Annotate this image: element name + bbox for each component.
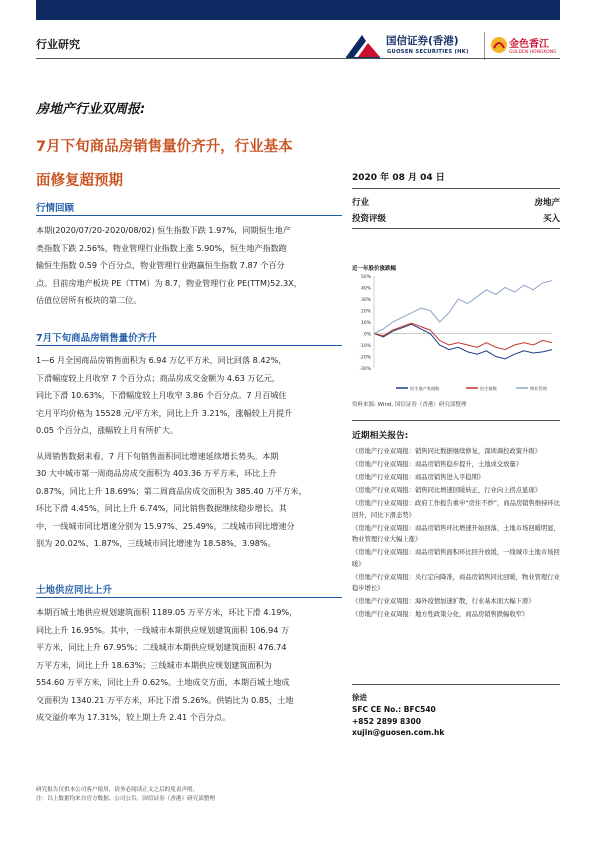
- text-line: 交面积为 1340.21 万平方米，环比下滑 5.26%。供销比为 0.85，土地: [36, 694, 294, 705]
- paragraph-sales: [36, 352, 342, 553]
- sidebar-rule: [352, 420, 560, 421]
- y-tick-label: 0%: [363, 332, 371, 338]
- sidebar-rule: [352, 188, 560, 189]
- text-line: 平方米，同比上升 67.95%；二线城市本期供应规划建筑面积 476.74: [36, 642, 287, 652]
- golden-logo-text: 金色香江: [509, 39, 549, 50]
- text-line: 554.60 万平方米，同比上升 0.62%。土地成交方面，本期百城土地成: [36, 677, 290, 687]
- text-line: 输恒生指数 0.59 个百分点，物业管理行业跑赢恒生指数 7.87 个百分: [36, 260, 285, 270]
- sidebar-rule: [352, 684, 560, 685]
- text-line: 从周销售数据来看，7 月下旬销售面积同比增速延续增长势头。本期: [36, 450, 279, 461]
- guosen-logo-icon: [344, 31, 382, 61]
- text-line: 宅月平均价格为 15528 元/平方米，同比上升 3.21%，涨幅较上月提升: [36, 407, 293, 418]
- disclaimer-line: 研究报告仅供本公司客户使用，请务必阅读正文之后的免责声明。: [36, 787, 199, 793]
- report-category: 行业研究: [36, 38, 80, 51]
- y-tick-label: -20%: [359, 355, 371, 361]
- rating-value: 买入: [542, 214, 560, 224]
- analyst-contact: [352, 692, 444, 739]
- source-line: 注：以上数据均来自官方数据、公司公告，国信证券（香港）研究部整理: [36, 796, 216, 802]
- logo-text: 国信证券(香港): [386, 35, 459, 47]
- text-line: 1—6 月全国商品房销售面积为 6.94 万亿平方米，同比回落 8.42%，: [36, 355, 287, 365]
- stock-chart: [352, 272, 560, 396]
- section-rule: [36, 215, 342, 216]
- report-date: 2020 年 08 月 04 日: [352, 173, 445, 183]
- analyst-phone[interactable]: +852 2899 8300: [352, 716, 421, 726]
- related-report-link[interactable]: 《房地产行业双周报：地方性政策分化，商品房销售跌幅收窄》: [352, 611, 529, 618]
- analyst-name: 徐进: [352, 693, 367, 702]
- section-rule: [36, 597, 342, 598]
- industry-row: [352, 196, 560, 208]
- related-report-link[interactable]: 《房地产行业双周报：海外疫情加速扩散，行业基本面大幅下滑》: [352, 598, 535, 605]
- text-line: 中，一线城市同比增速分别为 15.97%、25.49%，二线城市同比增速分: [36, 520, 295, 531]
- industry-label: 行业: [352, 198, 370, 208]
- text-line: 万平方米，同比上升 18.63%；三线城市本期供应规划建筑面积为: [36, 659, 272, 670]
- series-line-1: [374, 323, 552, 350]
- text-line: 30 大中城市第一周商品房成交面积为 403.36 万平方米，环比上升: [36, 468, 277, 478]
- analyst-email[interactable]: xujin@guosen.com.hk: [352, 728, 445, 738]
- text-line: 类指数下跌 2.56%，物业管理行业指数上涨 5.90%，恒生地产指数跑: [36, 242, 287, 253]
- y-tick-label: -10%: [359, 344, 371, 349]
- legend-label: 恒生地产类指数: [410, 386, 440, 391]
- y-tick-label: 10%: [360, 321, 371, 326]
- related-reports-list: [352, 446, 562, 622]
- y-tick-label: 50%: [360, 275, 371, 280]
- paragraph-market: [36, 222, 342, 310]
- text-line: 成交溢价率为 17.31%，较上期上升 2.41 个百分点。: [36, 712, 231, 722]
- golden-logo-icon: [490, 34, 508, 56]
- chart-title: 近一年股价涨跌幅: [352, 266, 397, 272]
- y-tick-label: 20%: [360, 309, 371, 315]
- text-line: 环比下滑 4.45%，同比上升 6.74%，同比销售数据继续稳步增长。其: [36, 503, 287, 513]
- text-line: 别为 20.02%、1.87%，三线城市同比增速为 18.58%、3.98%。: [36, 538, 276, 548]
- section-heading-sales: 7月下旬商品房销售量价齐升: [36, 333, 157, 344]
- y-tick-label: 30%: [360, 298, 371, 303]
- series-line-0: [374, 324, 552, 359]
- text-line: 估值位居所有板块的第二位。: [36, 295, 142, 305]
- y-tick-label: -30%: [359, 367, 371, 372]
- industry-value: 房地产: [534, 198, 560, 208]
- text-line: 同比上升 16.95%。其中，一线城市本期供应规划建筑面积 106.94 万: [36, 624, 290, 635]
- top-banner: [36, 0, 560, 20]
- section-rule: [36, 345, 342, 346]
- text-line: 点。目前房地产板块 PE（TTM）为 8.7，物业管理行业 PE(TTM)52.3X，: [36, 277, 302, 288]
- footer-note: [36, 786, 215, 804]
- related-report-link[interactable]: 《房地产行业双周报：商品房销售面积环比回升放缓，一线城市土地市场回暖》: [352, 549, 560, 568]
- text-line: 下滑幅度较上月收窄 7 个百分点；商品房成交金额为 4.63 万亿元，: [36, 372, 280, 383]
- related-report-link[interactable]: 《房地产行业双周报：销售同比数据继续修复，深圳调控政策升级》: [352, 448, 541, 455]
- rating-label: 投资评级: [352, 214, 387, 224]
- sidebar-rule: [352, 228, 560, 229]
- headline-line-2: 面修复超预期: [36, 173, 123, 189]
- legend-label: 恒生指数: [480, 386, 497, 391]
- related-report-link[interactable]: 《房地产行业双周报：央行定向降准，商品房销售同比回暖，物业管理行业稳步增长》: [352, 573, 560, 592]
- legend-label: 物业管理: [530, 386, 547, 391]
- y-tick-label: 40%: [360, 286, 371, 292]
- related-report-link[interactable]: 《房地产行业双周报：政府工作报告重申“房住不炒”，商品房销售维持环比回升，同比下滑态势》: [352, 500, 561, 519]
- text-line: 0.05 个百分点，涨幅较上月有所扩大。: [36, 425, 179, 435]
- related-report-link[interactable]: 《房地产行业双周报：商品房销售环比增速开始回落，土地市场回暖明显，物业管理行业大幅上涨》: [352, 524, 560, 543]
- related-report-link[interactable]: 《房地产行业双周报：商品房销售进入平稳期》: [352, 474, 485, 481]
- text-line: 本期百城土地供应规划建筑面积 1189.05 万平方米，环比下滑 4.19%，: [36, 607, 298, 617]
- analyst-ce: SFC CE No.: BFC540: [352, 704, 436, 714]
- logo-text-en: GUOSEN SECURITIES (HK): [387, 49, 469, 55]
- headline-line-1: 7月下旬商品房销售量价齐升，行业基本: [36, 139, 293, 155]
- series-line-2: [374, 281, 552, 334]
- section-heading-land: 土地供应同比上升: [36, 585, 113, 596]
- text-line: 同比下滑 10.63%，下滑幅度较上月收窄 3.86 个百分点。7 月百城住: [36, 390, 287, 400]
- related-reports-heading: 近期相关报告:: [352, 431, 409, 441]
- report-title: 房地产行业双周报:: [36, 102, 146, 117]
- chart-source: 资料来源: Wind, 国信证券（香港）研究部整理: [352, 402, 467, 408]
- paragraph-land: [36, 604, 342, 727]
- related-report-link[interactable]: 《房地产行业双周报：销售同比增速回暖转正，行业向上拐点显现》: [352, 487, 541, 494]
- rating-row: [352, 212, 560, 224]
- related-report-link[interactable]: 《房地产行业双周报：商品房销售稳步提升，土地成交放量》: [352, 461, 523, 468]
- headline: [36, 130, 346, 198]
- logo-separator: [484, 32, 485, 60]
- header-rule: [36, 58, 560, 59]
- section-heading-market: 行情回顾: [36, 203, 75, 214]
- text-line: 本期(2020/07/20-2020/08/02) 恒生指数下跌 1.97%，同期恒生地产: [36, 225, 291, 235]
- text-line: 0.87%，同比上升 18.69%；第二周商品房成交面积为 385.40 万平方米，: [36, 485, 307, 496]
- text-line: [36, 440, 342, 448]
- golden-logo-text-en: GOLDEN HONGKONG: [509, 50, 557, 55]
